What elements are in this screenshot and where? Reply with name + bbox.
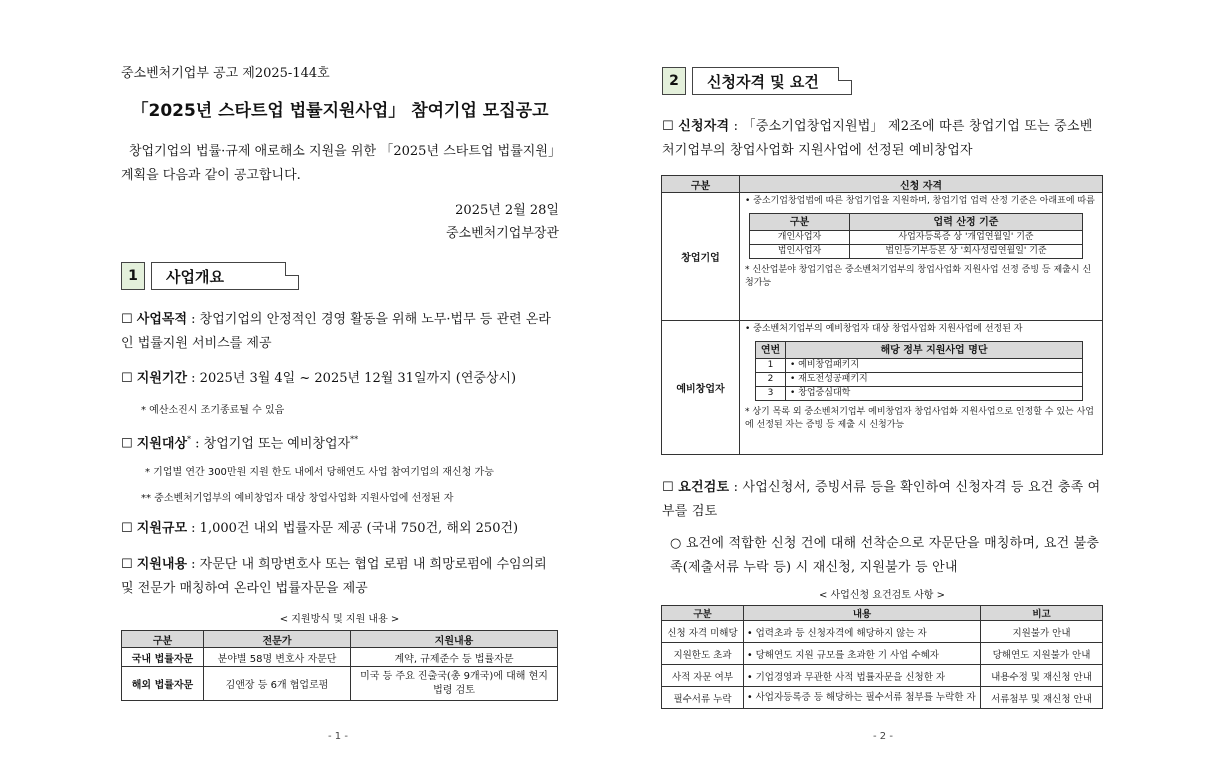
table-header: 해당 정부 지원사업 명단 <box>786 342 1083 359</box>
table-header: 내용 <box>744 606 981 621</box>
note-period: * 예산소진시 조기종료될 수 있음 <box>141 405 285 416</box>
table-cell: • 사업자등록증 등 해당하는 필수서류 첨부를 누락한 자 <box>744 687 981 709</box>
folded-corner-icon <box>285 262 299 276</box>
notice-number: 중소벤처기업부 공고 제2025-144호 <box>121 66 330 81</box>
item-period <box>121 367 561 391</box>
table-cell: • 당해연도 지원 규모를 초과한 기 사업 수혜자 <box>744 643 981 665</box>
checkbox-square-icon: ☐ <box>121 436 133 452</box>
table-row <box>662 643 1103 665</box>
table-cell: 사적 자문 여부 <box>662 665 744 687</box>
table-row <box>750 231 1083 245</box>
checkbox-square-icon: ☐ <box>121 521 133 536</box>
criteria-note: * 상기 목록 외 중소벤처기업부 예비창업자 창업사업화 지원사업으로 인정할 수 있는 사업에 선정된 자는 증빙 등 제출 시 신청가능 <box>745 407 1094 430</box>
criteria-line: • 중소기업창업법에 따른 창업기업을 지원하며, 창업기업 업력 산정 기준은 아래표에 따름 <box>745 196 1095 206</box>
table-header: 구분 <box>750 214 850 231</box>
table-cell: • 업력초과 등 신청자격에 해당하지 않는 자 <box>744 621 981 643</box>
notice-date: 2025년 2월 28일 <box>455 203 559 218</box>
item-qualification <box>662 115 1102 163</box>
table-cell: 지원불가 안내 <box>981 621 1103 643</box>
table-header: 구분 <box>662 176 740 193</box>
table-cell: 분야별 58명 변호사 자문단 <box>204 648 351 667</box>
item-scale <box>121 517 561 541</box>
item-text: : 사업신청서, 증빙서류 등을 확인하여 신청자격 등 요건 충족 여부를 검토 <box>662 480 1101 519</box>
table-header-row <box>662 176 1103 193</box>
table-row <box>122 648 558 667</box>
table-row <box>662 193 1103 321</box>
folded-corner-icon <box>838 67 852 81</box>
table-caption: < 지원방식 및 지원 내용 > <box>279 614 400 625</box>
footnote-mark: * <box>187 435 192 444</box>
note-target-2: ** 중소벤처기업부의 예비창업자 대상 창업사업화 지원사업에 선정된 자 <box>141 493 454 504</box>
table-cell: • 창업중심대학 <box>786 387 1083 401</box>
table-header-row <box>750 214 1083 231</box>
review-table <box>661 605 1103 709</box>
item-purpose <box>121 308 561 356</box>
table-header: 신청 자격 <box>740 176 1103 193</box>
section-title-box <box>692 67 852 95</box>
table-cell: 신청 자격 미해당 <box>662 621 744 643</box>
item-heading: 지원내용 <box>136 557 188 572</box>
table-row <box>662 321 1103 455</box>
section-title: 사업개요 <box>166 267 224 286</box>
checkbox-square-icon: ☐ <box>121 312 133 327</box>
table-header: 업력 산정 기준 <box>850 214 1083 231</box>
table-row <box>662 687 1103 709</box>
program-list-table <box>755 341 1083 401</box>
review-table-caption: < 사업신청 요건검토 사항 > <box>818 590 946 601</box>
table-header-row <box>122 631 558 648</box>
review-sub-paragraph: ○ 요건에 적합한 신청 건에 대해 선착순으로 자문단을 매칭하며, 요건 불충족(제출서류 누락 등) 시 재신청, 지원불가 등 안내 <box>670 536 1100 575</box>
item-text: : 창업기업의 안정적인 경영 활동을 위해 노무·법무 등 관련 온라인 법률지원 서비스를 제공 <box>121 312 551 351</box>
table-header: 연번 <box>756 342 786 359</box>
section-title: 신청자격 및 요건 <box>707 72 819 91</box>
item-heading: 지원대상 <box>136 436 188 452</box>
table-row <box>756 387 1083 401</box>
item-text: : 1,000건 내외 법률자문 제공 (국내 750건, 해외 250건) <box>187 521 519 536</box>
item-requirement-review <box>662 476 1102 524</box>
checkbox-square-icon: ☐ <box>121 371 133 386</box>
table-cell: 계약, 규제준수 등 법률자문 <box>351 648 558 667</box>
table-header: 지원내용 <box>351 631 558 648</box>
item-heading: 요건검토 <box>678 480 730 495</box>
section-2-header <box>662 67 852 95</box>
table-cell: 1 <box>756 359 786 373</box>
table-header: 비고 <box>981 606 1103 621</box>
table-cell: 서류첨부 및 재신청 안내 <box>981 687 1103 709</box>
eligibility-table <box>661 175 1103 455</box>
table-cell: 사업자등록증 상 '개업연월일' 기준 <box>850 231 1083 245</box>
table-cell: 필수서류 누락 <box>662 687 744 709</box>
table-cell: 법인등기부등본 상 '회사성립연월일' 기준 <box>850 245 1083 259</box>
table-cell: 김앤장 등 6개 협업로펌 <box>204 667 351 701</box>
section-title-box <box>151 262 299 290</box>
checkbox-square-icon: ☐ <box>121 557 133 572</box>
section-number: 2 <box>662 67 686 95</box>
table-row <box>756 359 1083 373</box>
table-header-row <box>756 342 1083 359</box>
support-table <box>121 630 558 701</box>
table-cell: 당해연도 지원불가 안내 <box>981 643 1103 665</box>
startup-criteria-cell <box>740 193 1103 321</box>
table-cell: 지원한도 초과 <box>662 643 744 665</box>
table-cell: 2 <box>756 373 786 387</box>
table-row <box>662 665 1103 687</box>
table-cell: 3 <box>756 387 786 401</box>
table-cell: 법인사업자 <box>750 245 850 259</box>
item-text: : 자문단 내 희망변호사 또는 협업 로펌 내 희망로펌에 수임의뢰 및 전문가 매칭하여 온라인 법률자문을 제공 <box>121 557 547 596</box>
section-number: 1 <box>121 262 145 290</box>
table-header: 구분 <box>662 606 744 621</box>
checkbox-square-icon: ☐ <box>662 480 674 495</box>
footnote-mark: ** <box>350 435 359 444</box>
item-heading: 신청자격 <box>678 119 730 134</box>
row-category-startup: 창업기업 <box>662 193 740 321</box>
intro-paragraph: 창업기업의 법률·규제 애로해소 지원을 위한 「2025년 스타트업 법률지원」 계획을 다음과 같이 공고합니다. <box>121 144 561 183</box>
note-target-1: * 기업별 연간 300만원 지원 한도 내에서 당해연도 사업 참여기업의 재신청 가능 <box>145 467 494 478</box>
table-row <box>122 667 558 701</box>
table-header: 구분 <box>122 631 204 648</box>
table-cell: 개인사업자 <box>750 231 850 245</box>
prestartup-criteria-cell <box>740 321 1103 455</box>
table-cell: • 재도전성공패키지 <box>786 373 1083 387</box>
item-text: : 창업기업 또는 예비창업자 <box>191 436 351 452</box>
table-row <box>662 621 1103 643</box>
page-number: - 1 - <box>328 731 348 742</box>
page-number: - 2 - <box>873 731 893 742</box>
table-header-row <box>662 606 1103 621</box>
section-1-header <box>121 262 299 290</box>
issuer: 중소벤처기업부장관 <box>445 226 559 241</box>
item-heading: 사업목적 <box>136 312 188 327</box>
item-target <box>121 428 561 456</box>
table-cell: 해외 법률자문 <box>122 667 204 701</box>
page-title: 「2025년 스타트업 법률지원사업」 참여기업 모집공고 <box>131 101 549 121</box>
item-content <box>121 553 561 601</box>
criteria-line: • 중소벤처기업부의 예비창업자 대상 창업사업화 지원사업에 선정된 자 <box>745 324 1023 334</box>
table-cell: • 기업경영과 무관한 사적 법률자문을 신청한 자 <box>744 665 981 687</box>
row-category-prestartup: 예비창업자 <box>662 321 740 455</box>
criteria-note: * 신산업분야 창업기업은 중소벤처기업부의 창업사업화 지원사업 선정 증빙 등 제출시 신청가능 <box>745 265 1092 288</box>
item-text: : 「중소기업창업지원법」 제2조에 따른 창업기업 또는 중소벤처기업부의 창업사업화 지원사업에 선정된 예비창업자 <box>662 119 1093 158</box>
table-header: 전문가 <box>204 631 351 648</box>
table-cell: • 예비창업패키지 <box>786 359 1083 373</box>
age-criteria-table <box>749 213 1083 259</box>
table-row <box>750 245 1083 259</box>
item-heading: 지원규모 <box>136 521 188 536</box>
item-heading: 지원기간 <box>136 371 188 386</box>
table-row <box>756 373 1083 387</box>
item-text: : 2025년 3월 4일 ~ 2025년 12월 31일까지 (연중상시) <box>187 371 517 386</box>
table-cell: 국내 법률자문 <box>122 648 204 667</box>
checkbox-square-icon: ☐ <box>662 119 674 134</box>
table-cell: 내용수정 및 재신청 안내 <box>981 665 1103 687</box>
table-cell: 미국 등 주요 진출국(총 9개국)에 대해 현지법령 검토 <box>351 667 558 701</box>
